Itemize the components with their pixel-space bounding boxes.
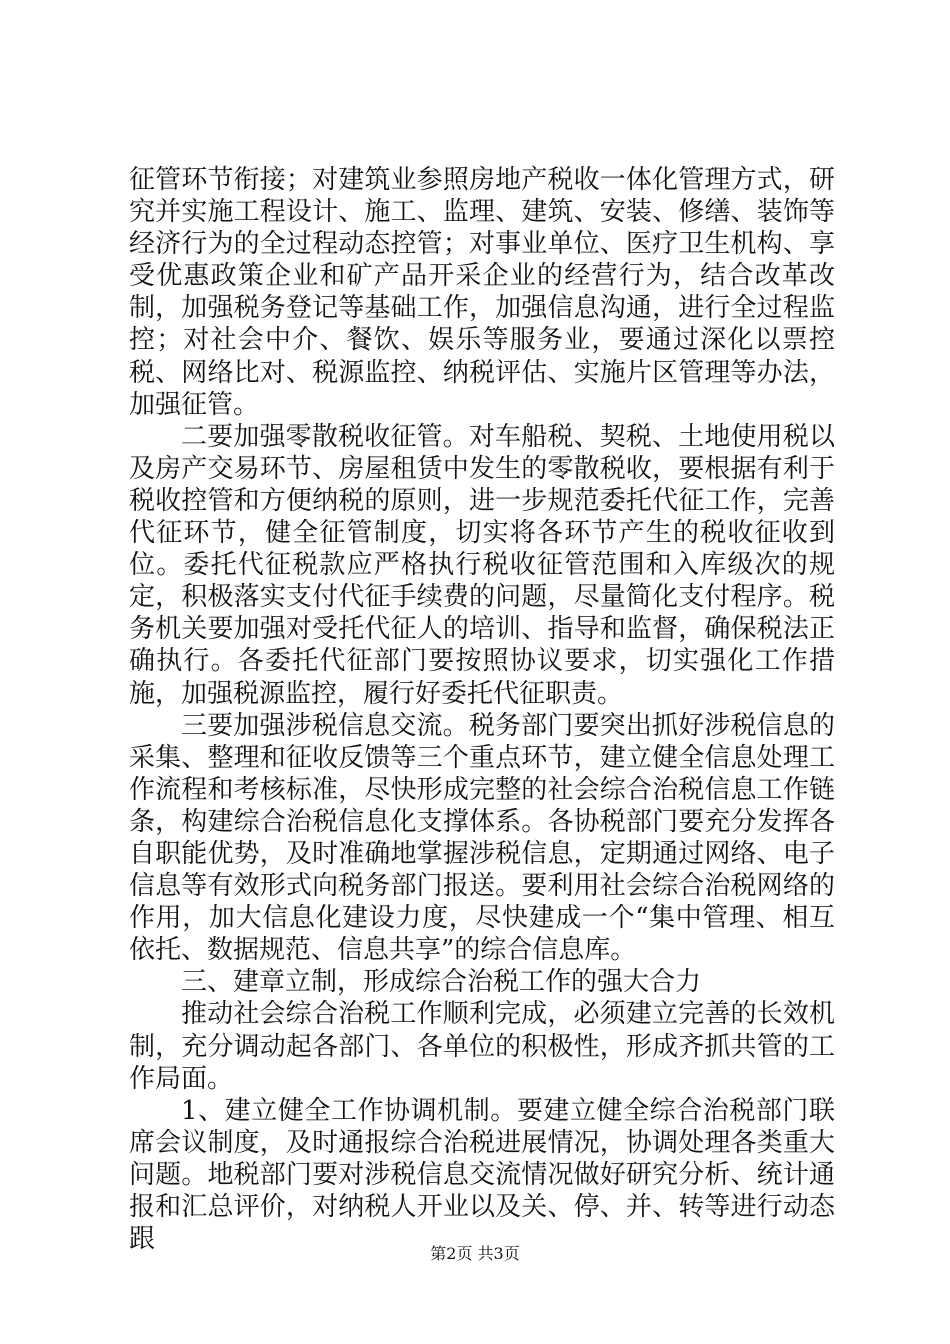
paragraph-continuation: 征管环节衔接；对建筑业参照房地产税收一体化管理方式，研究并实施工程设计、施工、监理、建筑、安装、修缮、装饰等经济行为的全过程动态控管；对事业单位、医疗卫生机构、享受优惠政策企业和矿产品开采企业的经营行为，结合改革改制，加强税务登记等基础工作，加强信息沟通，进行全过程监控；对社会中介、餐饮、娱乐等服务业，要通过深化以票控税、网络比对、税源监控、纳税评估、实施片区管理等办法，加强征管。 [129,165,835,420]
section-heading-3: 三、建章立制，形成综合治税工作的强大合力 [181,967,702,998]
paragraph-scattered-tax: 二要加强零散税收征管。对车船税、契税、土地使用税以及房产交易环节、房屋租赁中发生的零散税收，要根据有利于税收控管和方便纳税的原则，进一步规范委托代征工作，完善代征环节，健全征管制度，切实将各环节产生的税收征收到位。委托代征税款应严格执行税收征管范围和入库级次的规定，积极落实支付代征手续费的问题，尽量简化支付程序。税务机关要加强对受托代征人的培训、指导和监督，确保税法正确执行。各委托代征部门要按照协议要求，切实强化工作措施，加强税源监控，履行好委托代征职责。 [129,421,835,709]
paragraph-long-term-mechanism: 推动社会综合治税工作顺利完成，必须建立完善的长效机制，充分调动起各部门、各单位的积极性，形成齐抓共管的工作局面。 [129,999,835,1094]
document-body [129,164,835,1255]
paragraph-tax-info-exchange: 三要加强涉税信息交流。税务部门要突出抓好涉税信息的采集、整理和征收反馈等三个重点环节，建立健全信息处理工作流程和考核标准，尽快形成完整的社会综合治税信息工作链条，构建综合治税信息化支撑体系。各协税部门要充分发挥各自职能优势，及时准确地掌握涉税信息，定期通过网络、电子信息等有效形式向税务部门报送。要利用社会综合治税网络的作用，加大信息化建设力度，尽快建成一个“集中管理、相互依托、数据规范、信息共享”的综合信息库。 [129,710,835,966]
page-footer: 第2页 共3页 [430,1244,520,1263]
paragraph-coordination-mechanism: 1、建立健全工作协调机制。要建立健全综合治税部门联席会议制度，及时通报综合治税进展情况，协调处理各类重大问题。地税部门要对涉税信息交流情况做好研究分析、统计通报和汇总评价，对纳税人开业以及关、停、并、转等进行动态跟 [129,1095,835,1255]
